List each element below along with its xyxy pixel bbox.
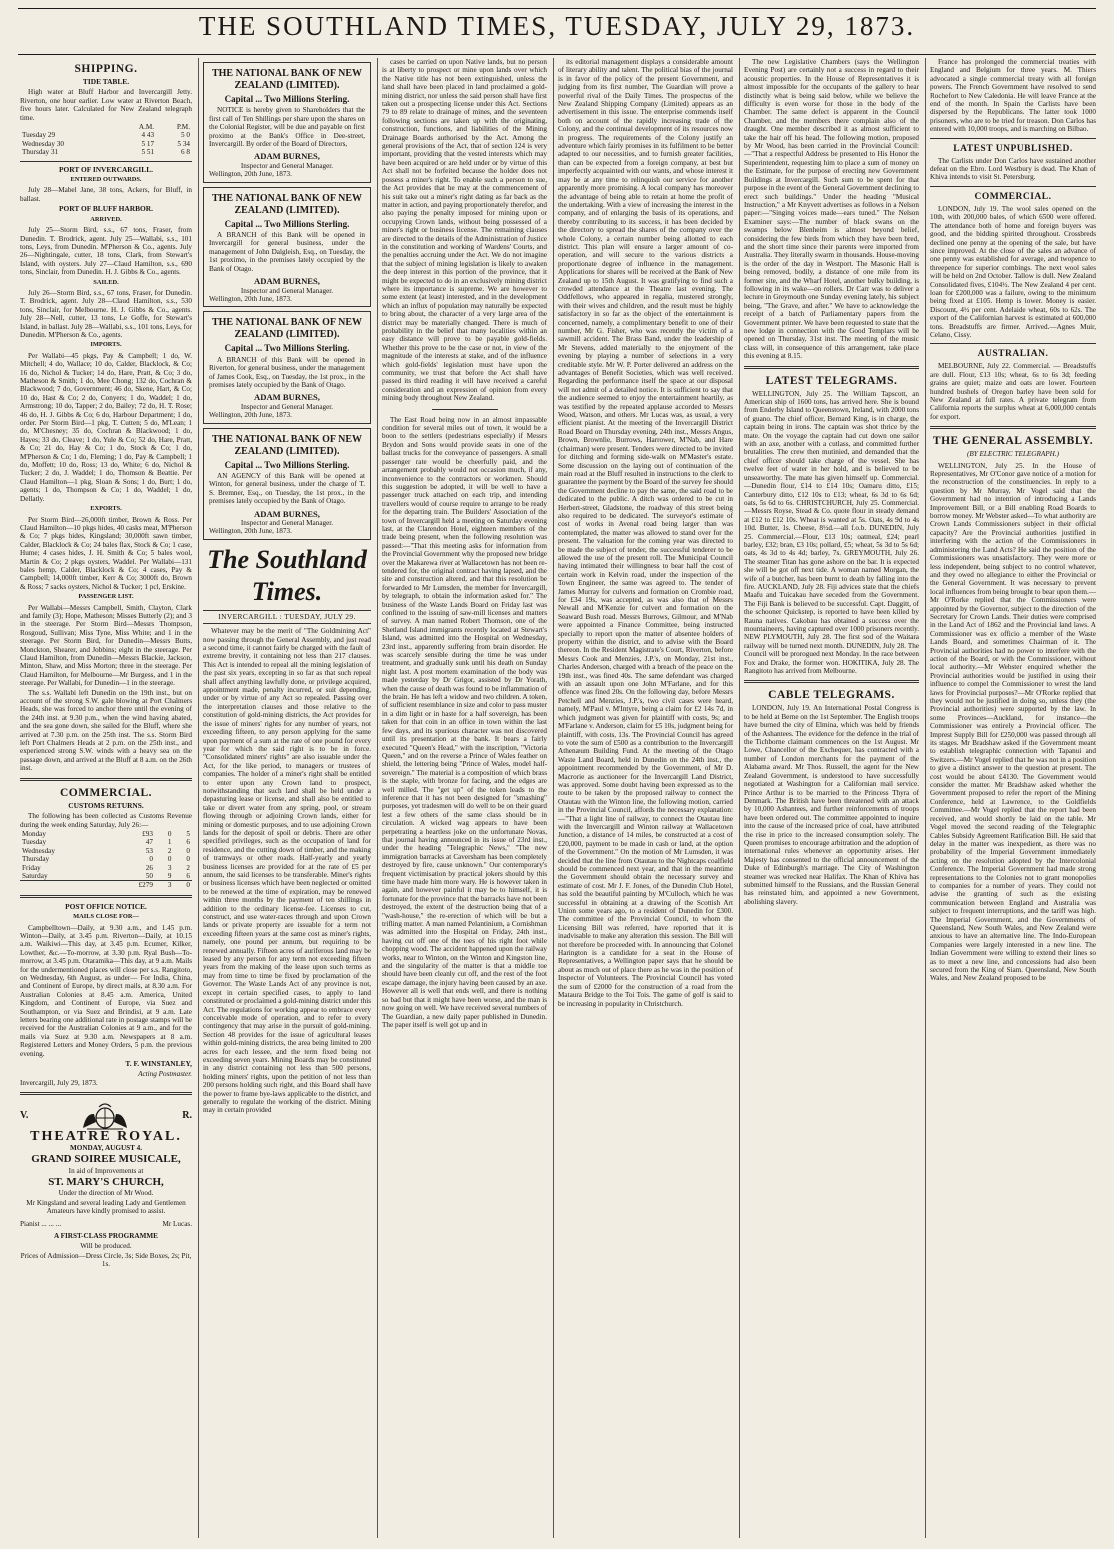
post-date: Invercargill, July 29, 1873. xyxy=(20,1078,98,1087)
column-editorial-cont xyxy=(382,58,547,1538)
table-cell: 0 xyxy=(186,881,190,890)
latest-unpublished-text: The Carlists under Don Carlos have sustained another defeat on the Ebro. Lord Westbury is dead. The Khan of Khiva intends to visit St. Petersburg. xyxy=(930,156,1096,182)
editorial-continued: cases be carried on upon Native lands, but no person is at liberty to prospect or mine upon lands over which the Native title has not been extinguished, unless the land shall have been placed in land proclaimed a gold-mining district, nor unless the said person shall have first taken out a prospecting license under this Act. Sections 79 to 89 relate to drainage of mines, and the seventeen following sections are taken up with the originating, construction, functions, and liabilities of the Mining Drainage Boards authorised by the Act. Among the general provisions of the Act, that of section 124 is very important, providing that the vested interests which may have been acquired or are held under or by virtue of this Act shall not be forfeited because the holder does not possess a miner's right. To enable such a person to sue, the Act provides that he may at the commencement of his suit take out a miner's right dating as far back as the matter in action, and paying proportionately therefor, and also paying the penalty imposed for mining upon or occupying Crown lands, without being possessed of a miner's right or business license. The remaining clauses are directed to the details of the Administration of Justice in the constitution and working of Wardens' Courts, and the penalties accruing under the Act. We do not imagine that the subject of mining legislation is likely to awaken the deep interest in this portion of the province, that it might be expected to do in an exclusively mining district where its importance is supreme. We are however to some extent (at least) interested, and in the development which an influx of population may naturally be expected to bring about, the character of a very large area of the district may be materially changed. There is much of probability in the belief that many localities within an easy distance will prove to be payable gold-fields. Whether this prove to be the case or not, in view of the magnitude of the interests at stake, and of the influence which gold-fields' legislation must have upon the community, we trust that before the Act shall have passed its third reading it will have received a careful consideration and an expression of opinion from every mining body throughout New Zealand. xyxy=(382,58,547,403)
table-cell: 0 xyxy=(149,855,153,864)
table-cell: 2 xyxy=(186,863,190,872)
column-divider xyxy=(739,58,740,1538)
notice-signature: ADAM BURNES, xyxy=(254,508,320,519)
table-row xyxy=(20,881,192,890)
column-local-news xyxy=(558,58,733,1538)
customs-intro: The following has been collected as Customs Revenue during the week ending Saturday, July 26:— xyxy=(20,812,192,829)
theatre-royal-arms xyxy=(20,1101,192,1131)
notice-signature-role: Inspector and General Manager. xyxy=(240,286,334,295)
table-cell: Thursday xyxy=(22,855,50,864)
cable-continued: France has prolonged the commercial treaties with England and Belgium for three years. M. Thiers advocated a single commercial treaty with all foreign powers. The French Government have resolved to send Rochefort to New Caledonia. He will leave France at the end of the month. In Spain the Carlists have been dispersed by the Republicans. The latter took 1000 prisoners, who are to be tried for treason. Don Carlos has entered with 10,000 troops, and is marching on Bilbao. xyxy=(930,58,1096,134)
theatre-aid-line: In aid of Improvements at xyxy=(68,1166,144,1175)
column-assembly xyxy=(930,58,1096,1538)
tide-intro: High water at Bluff Harbor and Invercargill Jetty. Riverton, one hour earlier. Low water at Riverton Beach, five hours later. Calculated for New Zealand telegraph time. xyxy=(20,88,192,122)
bank-notice xyxy=(203,62,371,183)
general-assembly-heading: THE GENERAL ASSEMBLY. xyxy=(932,435,1094,448)
notice-date: Wellington, 20th June, 1873. xyxy=(209,527,292,536)
electric-telegraph-subheading: (BY ELECTRIC TELEGRAPH.) xyxy=(966,450,1060,459)
post-office-heading: POST OFFICE NOTICE. xyxy=(65,901,147,911)
table-cell: 5 34 xyxy=(177,139,190,148)
divider xyxy=(744,366,919,369)
table-row xyxy=(20,838,192,846)
divider xyxy=(930,186,1096,187)
column-divider xyxy=(925,58,926,1538)
table-cell: Thursday 31 xyxy=(22,148,59,157)
latest-unpublished-heading: LATEST UNPUBLISHED. xyxy=(953,143,1073,154)
notice-signature-role: Inspector and General Manager. xyxy=(240,402,334,411)
table-row xyxy=(20,148,192,156)
table-row xyxy=(20,847,192,855)
tide-table xyxy=(20,123,192,157)
table-cell xyxy=(20,881,110,890)
table-cell: Tuesday 29 xyxy=(22,131,56,140)
notice-capital: Capital ... Two Millions Sterling. xyxy=(224,343,350,354)
column-telegrams xyxy=(744,58,919,1538)
table-cell: 6 xyxy=(186,838,190,847)
post-office-text: Campbelltown—Daily, at 9.30 a.m., and 1.45 p.m. Winton—Daily, at 3.45 p.m. Riverton—Daily, at 10.15 a.m. Waikiwi—This day, at 3.45 p.m. Ecumer, Kilker, Lowther, &c.—To-morrow, at 3.30 p.m. Ryal Bush—To-morrow, at 3.45 p.m. Otaramika—This day, at 9 a.m. Mails for the undermentioned places will close per s.s. Rangitoto, on Wednesday, 6th August, as under— For India, China, and Continent of Europe, by direct mails, at 8.30 a.m. For Australian Colonies at 8.45 a.m. America, United Kingdom, and Continent of Europe, via Suez and Southampton, or via Suez and Brindisi, at 9 a.m. Late letters bearing one additional rate in postage stamps will be received for the Australian Colonies at 9 a.m., and for the mails via Suez at 9.30 a.m. Newspapers at 8 a.m. Registered Letters and Money Orders, 5 p.m. the previous evening. xyxy=(20,923,192,1058)
theatre-royal-title: THEATRE ROYAL. xyxy=(30,1129,182,1145)
imports-text: Per Wallabi—45 pkgs, Pay & Campbell; 1 do, W. Mitchell; 4 do, Wallace; 10 do, Calder, Blacklock, & Co; 16 do, Nichol & Tucker; 14 do, Hare, Pratt, & Co; 3 do, Matheson & Smith; 1 do, Mee Chong; 132 do, Cochran & Blackwood; 7 do, Government; 46 do, Skene, Hart, & Co; 10 do, Hast & Co; 2 do, Conyers; 1 do, Waddel; 1 do, Armstrong; 10 do, Tapper; 2 do, Bailey; 72 do, H. T. Rose; 46 do, H. J. Gibbs & Co; 6 do, Harbour Department; 1 do, order. Per Storm Bird—1 pkg, T. Cutten; 5 do, M'Lean; 1 do, M'Chesney; 35 do, Cochran & Blackwood; 1 do, Hayes; 33 do, Cleave; 1 do, Yule & Co; 52 do, Hare, Pratt, & Co; 21 do, Hay & Co; 1 do, Stock & Co; 1 do, M'Pherson & Co; 1 do, Fleming; 1 do, Pay & Campbell; 1 do, Moffett; 10 do, Ross; 13 do, White; 6 do, Nichol & Tucker; 2 do, J. Waddel; 1 do, Thomson & Beattie. Per Claud Hamilton—1 pkg, Sloan & Sons; 1 do, Burt; 1 do, agents; 1 do, Thompson & Co; 1 do, Waddel; 1 do, Dellatly. xyxy=(20,351,192,503)
notice-title: THE NATIONAL BANK OF NEW ZEALAND (LIMITED). xyxy=(211,68,363,91)
latest-telegrams-text: WELLINGTON, July 25. The William Tapscott, an American ship of 1600 tons, has arrived here. She is bound from Enderby Island to Queenstown, Ireland, with 2000 tons of guano. The chief officer, Bernard King, is in charge, the captain being in irons. The captain was shot thrice by the mate. On the voyage the captain had cut down one sailor with an axe, another with a cutlass, and committed further brutalities. The crew then mutinied, and demanded that the chief officer should take charge of the vessel. She has twelve feet of water in her hold, and is believed to be unseaworthy. The mate has given himself up. Commercial.—Dunedin flour, £14 to £14 10s; Oamaru ditto, £15; Canterbury ditto, £12 10s to £13; wheat, 6s 3d to 6s 6d; oats, 5s 6d to 6s. CHRISTCHURCH, July 25. Commercial.—Messrs Royse, Stead & Co. quote flour in steady demand at £12 to £12 10s. Wheat is wanted at 5s. Oats, 4s 9d to 4s 10d. Butter, 1s. Cheese, 8½d.—all f.o.b. DUNEDIN, July 25. Commercial.—Flour, £13 10s; oatmeal, £24; pearl barley, £32; bran, £3 10s; pollard, £5; wheat, 5s 3d to 5s 6d; oats, 4s 3d to 4s 4d; barley, 7s. GREYMOUTH, July 26. The steamer Titan has gone ashore on the bar. It is expected she will be got off next tide. A woman named Morgan, the wife of a butcher, has been burnt to death by falling into the fire. AUCKLAND, July 28. Fiji advices state that the chiefs Maafu and Tuicakau have seceded from the Government. The Fiji Bank is believed to be successful. Capt. Daggitt, of the schooner Quickstep, is reported to have been killed by Rauna natives. Cakobau has obtained a success over the mountaineers, having captured over 1000 prisoners recently. NEW PLYMOUTH, July 28. The first sod of the Waitara railway will be turned next month. DUNEDIN, July 28. The Council will be prorogued next Monday. In the race between Fox and Drake, the former won. HOKITIKA, July 28. The Rangitoto has arrived from Melbourne. xyxy=(744,389,919,676)
commercial-text: LONDON, July 19. The wool sales opened on the 10th, with 200,000 bales, of which 6500 were offered. The attendance both of home and foreign buyers was good, and the bidding spirited throughout. Crossbreds declined one penny at the opening of the sale, but have since improved. At the close of the sales an advance of one penny was established for average, and twopence to threepence for superior combings. The next wool sales will be held on 2nd October. Tallow is dull. New Zealand Consolidated fives, £104½. The New Zealand 4 per cent. loan for £200,000 was a failure, owing to the minimum being fixed at £105. Hemp is lower. Money is easier. Discount, 4½ per cent. Adelaide wheat, 60s to 62s. The export of the Californian harvest is estimated at 600,000 tons. Breadstuffs are firmer. Arrived.—Agnes Muir, Celano, Cissy. xyxy=(930,204,1096,339)
table-cell: Friday xyxy=(22,863,41,872)
exports-text: Per Storm Bird—26,000ft timber, Brown & Ross. Per Claud Hamilton—10 pkgs hides, 40 casks meat, M'Pherson & Co; 7 pkgs hides, Kingsland; 30,000ft sawn timber, Calder, Blacklock & Co; 24 bales flax, Stock & Co; 1 case, Hume; 4 cases hides, J. H. Smith & Co; 5 bales wool, Martin & Co; 2 pkgs oysters, Waddel. Per Wallabi—131 bales hemp, Calder, Blacklock & Co; 4 cases, Pay & Campbell; 14,000ft timber, Kerr & Co; 3000ft do, Brown & Ross; 7 sacks oysters, Nichol & Tucker; 1 pcl, Erskine. xyxy=(20,515,192,591)
table-cell: Wednesday 30 xyxy=(22,139,64,148)
table-cell: 3 xyxy=(167,863,172,872)
australian-heading: AUSTRALIAN. xyxy=(977,349,1049,360)
table-cell: 0 xyxy=(167,829,172,838)
table-row xyxy=(20,131,192,139)
theatre-church: ST. MARY'S CHURCH, xyxy=(48,1175,164,1188)
notice-capital: Capital ... Two Millions Sterling. xyxy=(224,94,350,104)
masthead-title: THE SOUTHLAND TIMES, TUESDAY, JULY 29, 1873. xyxy=(198,11,916,41)
sailed-text: July 26—Storm Bird, s.s., 67 tons, Fraser, for Dunedin. T. Brodrick, agent. July 28—Claud Hamilton, s.s., 530 tons, Sinclair, for Melbourne. H. J. Gibbs & Co., agents. July 28—Nell, cutter, 13 tons, Le Goffe, for Stewart's Island, in ballast. July 28—Wallabi, s.s., 101 tons, Leys, for Dunedin. M'Pherson & Co., agents. xyxy=(20,288,192,339)
entered-outwards-heading: ENTERED OUTWARDS. xyxy=(70,176,142,184)
table-cell: £93 xyxy=(142,829,153,838)
sailed-heading: SAILED. xyxy=(93,278,119,286)
table-cell: 0 xyxy=(186,846,190,855)
table-cell: 1 xyxy=(167,838,172,847)
table-header-cell: A.M. xyxy=(138,123,155,132)
table-cell: 9 xyxy=(167,871,172,880)
cable-telegrams-heading: CABLE TELEGRAMS. xyxy=(768,689,895,702)
divider xyxy=(20,161,192,162)
pianist-line xyxy=(20,1220,192,1228)
customs-heading: CUSTOMS RETURNS. xyxy=(68,800,144,810)
notice-signature: ADAM BURNES, xyxy=(254,151,320,162)
column-shipping xyxy=(20,58,192,1538)
local-news-continued: its editorial management displays a considerable amount of literary ability and talent. The political bias of the journal is in favor of the policy of the present Government, and judging from its first number, The Guardian will prove a powerful rival of the Daily Times. The prospectus of the New Zealand Shipping Company (Limited) appears as an advertisement in this issue. The enterprise commends itself both on account of the rapidly increasing trade of the Colony, and the continual development of its resources now in progress. The requirements of the Colony justify an adventure which fairly promises in its fulfilment to be better adapted to our necessities, and to furnish greater facilities, than can be expected from a foreign company, at best but imperfectly acquainted with our wants, and whose interest it may be at any time to relinquish our service for another apparently more promising. A local company has moreover the advantage of being able to retain at home the profit of the undertaking. With a view of increasing the interest in the company, and of enlarging the basis of its operations, and thereby contributing to its success, it has been decided by the directory to spread the shares of the company over the whole Colony, a certain number being allotted to each district. This plan will ensure a larger amount of co-operation, and will secure to the various districts a proportionate degree of influence in the management. Applications for shares will be received at the Bank of New Zealand up to 15th August. It was gratifying to find such a crowded attendance at the Theatre last evening. The Oddfellows, who appeared in regalia, mustered strongly, with their wives and children, and the result must be highly satisfactory in so far as the object of the entertainment is concerned, namely, a complimentary benefit to one of their number, Mr G. Fisher, who was recently the victim of a sawmill accident. The Brass Band, under the leadership of Mr Stevens, added materially to the enjoyment of the evening by playing a number of selections in a very creditable style. Mr W. P. Porter delivered an address on the advantages of Benefit Societies, which was well received. Regarding the performance itself the space at our disposal will not admit of a detailed notice. It is sufficient to say that the audience seemed to enjoy the entertainment heartily, as was testified by the repeated applause accorded to Messrs Wood, Watson, and others. Mr Lucas was, as usual, a very efficient pianist. At the meeting of the Invercargill District Road Board on Thursday evening, 24th inst., Messrs Angus, Brown, Brownlie, Burrows, Harrower, M'Nab, and Hare (chairman) were present. Tenders were directed to be invited for ditching and forming side-walk on M'Master's estate. Some discussion on the laying out of continuation of the main road at the Bluff resulted in instructions to the clerk to guarantee the payment by the Board of the survey fee should the Government decline to pay the same, the said road to be dedicated to the public. A ditch was ordered to be cut in Herbert-street, Gladstone, the roadway of this street being also required to be dedicated. The surveyor's estimate of cost of works in Avenal road being larger than was contemplated, the matter was allowed to stand over for the present. The valuation for the coming year was directed to be made the subject of tender, the successful tenderer to be allowed the use of the present roll. The Municipal Council having intimated their willingness to bear half the cost of certain work in Kelvin road, under the inspection of the Town Engineer, the same was agreed to. The tender of James Murray for culverts and formation on Crombie road, for £34 19s, was accepted, as was also that of Messrs Newall and M'Kenzie for culvert and formation on the Seaward Bush road. Messrs Burrows, Gilmour, and M'Nab were appointed a Finance Committee, being instructed specially to report upon the matter of absentee holders of property within the district, and to advise with the Board thereon. In the Resident Magistrate's Court, Riverton, before Messrs Cook and Menzies, J.P.'s, on Monday, 21st inst., Charles Anderson, charged with a breach of the peace on the 19th inst., was fined 40s. The same defendant was charged with an assault upon one John M'Farlane, and for this offence was fined 20s. On the following day, before Messrs Petchell and Menzies, J.P.'s, two civil cases were heard, namely, M'Paul v. M'Intyre, being a claim for £2 14s 7d, in which judgment was given for plaintiff with costs, 9s; and M'Farlane v. Anderson, claim for £5 10s, judgment being for plaintiff, with costs, 13s. The Provincial Council has agreed to vote the sum of £500 as a contribution to the Invercargill Athenæum Building Fund. At the meeting of the Otago Waste Land Board, held in Dunedin on the 24th inst., the appointment recommended by the Government, of Mr D. Macrorie as auctioneer for the Invercargill Land District, was approved. Some doubt having been expressed as to the route to be taken by the proposed railway to connect the Otautau with the Winton line, the following motion, carried in the Provincial Council, affords the necessary explanation:—"That a light line of railway, to connect the Otautau line with the Invercargill and Winton railway at Wallacetown Junction, a distance of 14 miles, be constructed at a cost of £20,000, payment to be made in cash or land, at the option of the Government." On the motion of Mr Lumsden, it was decided that the line from Otautau to the Nightcaps coalfield should be commenced next year, and that in the meantime the Government should obtain the necessary survey and estimate of cost. Mr J. F. Jones, of the Dunedin Club Hotel, has sold the beautiful painting by M'Culloch, which he was successful in obtaining at a drawing of the Scottish Art Union some years ago, to a resident of Dunedin for £300. The committee of the Provincial Council, to whom the Licensing Bill was referred, have reported that it is inadvisable to make any alteration this session. The Bill will not therefore be proceeded with. In announcing that Colonel Harington is a candidate for a seat in the House of Representatives, a Wellington paper says that he should be about as much out of place there as he was in the position of Inspector of Volunteers. The Provincial Council has voted the sum of £2000 for the construction of a road from the Mataura Bridge to the Toi Tois. The game of golf is said to be increasing in popularity in Christchurch. xyxy=(558,58,733,1008)
table-row xyxy=(20,872,192,881)
royal-coat-of-arms-icon xyxy=(77,1101,133,1131)
table-cell: 6 8 xyxy=(181,148,190,157)
imports-heading: IMPORTS. xyxy=(90,341,122,349)
divider xyxy=(432,409,498,410)
table-cell: 5 xyxy=(186,829,190,838)
commercial-heading: COMMERCIAL. xyxy=(59,786,153,799)
admission-prices: Prices of Admission—Dress Circle, 3s; Side Boxes, 2s; Pit, 1s. xyxy=(20,1251,192,1269)
notice-signature: ADAM BURNES, xyxy=(254,392,320,403)
pianist-label: Pianist ... ... ... xyxy=(20,1219,62,1228)
post-signature-role: Acting Postmaster. xyxy=(138,1070,192,1079)
notice-capital: Capital ... Two Millions Sterling. xyxy=(224,218,350,229)
table-row xyxy=(20,864,192,872)
mails-close-heading: MAILS CLOSE FOR— xyxy=(73,913,139,921)
editorial-text: Whatever may be the merit of "The Goldmining Act" now passing through the General Assembly, and just read a second time, it cannot fairly be charged with the fault of extreme brevity, it containing not less than 217 clauses. This Act is intended to repeal all the mining legislation of the past six years, excepting in so far as that such repeal shall affect anything lawfully done, or privilege acquired, appointment made, penalty incurred, or suit depending, under or by virtue of any Act so repealed. Passing over the interpretation clauses and those relative to the constitution of gold-mining districts, the Act provides for the issue of miners' rights for any number of years, not exceeding fifteen, to any person applying for the same upon payment of a sum at the rate of one pound for every year for which the said right is to be in force. "Consolidated miners' rights" are also issuable under the Act, for the like period, to managers or trustees of companies. The holder of a miner's right shall be entitled to enter upon any Crown land to prospect, notwithstanding that such land shall be held under a depasturing lease or license, and shall also be entitled to take or divert water from any spring, pool, or stream flowing through or adjoining Crown lands, either for mining or domestic purposes, and to use adjoining Crown lands for the deposit of spoil or debris. There are other specified privileges, such as the occupation of land for residence, and the cutting down of timber, and the making of tramways or other roads. Half-yearly and yearly business licenses are provided for at the rate of £5 per annum, the said licenses to be transferable. Miner's rights or business licenses which have been neglected or omitted to be renewed at the time of expiration, may be renewed within three months by the payment of ten shillings in addition to the ordinary license-fee. Licenses to cut, construct, and use water-races through and upon Crown lands or private property are issuable for a term not exceeding fifteen years at the same cost as miner's rights, namely, one pound per annum, but requiring to be renewed annually. Fifteen acres of auriferous land may be leased by any person for any term not exceeding fifteen years from the making of the lease upon such terms as may from time to time be fixed by proclamation of the Governor. The Waste Lands Act of any province is not, except in certain specified cases, to apply to land constituted or proclaimed a gold-mining district under this Act. The regulations for working appear to embrace every conceivable mode of operation, and to refer to every contingency that may arise in the pursuit of gold-mining. Section 48 provides for the issue of agricultural leases within gold-mining districts, the area being limited to 200 acres for each lessee, and the term fixed being not exceeding seven years. Mining Boards may be constituted in any district containing not less than 500 persons, holding miners' rights, upon the petition of not less than 200 persons holding such right, and this Board shall have the power to frame bye-laws applicable to the district, and generally to regulate the working of the district. Mining may in certain provided xyxy=(203,627,371,1115)
notice-title: THE NATIONAL BANK OF NEW ZEALAND (LIMITED). xyxy=(211,317,363,341)
bank-notice xyxy=(203,311,371,423)
notice-body: A BRANCH of this Bank will be opened in Invercargill for general business, under the management of John Dalgleish, Esq., on Tuesday, the 1st proximo, in the premises lately occupied by the Bank of Otago. xyxy=(209,231,365,273)
table-cell: 2 xyxy=(167,846,172,855)
table-cell: 4 43 xyxy=(141,131,155,140)
general-assembly-text: WELLINGTON, July 25. In the House of Representatives, Mr O'Conor gave notice of a motion for the reconstruction of the constituencies. In reply to a question by Mr Murray, Mr Vogel said that the Government had no intention of introducing a Lands Improvement Bill, or a Bill enabling Road Boards to borrow money. Mr Webster asked—To what authority are Crown Lands Commissioners subject in their official capacity? Are the Provincial authorities justified in interfering with the action of the Commissioners in administering the Land Acts? He said the position of the Commissioners was unsatisfactory. They were more or less independent, being subject to no control whatever, and they owed no allegiance to either the Provincial or the General Government. It was necessary to prevent local influences from being brought to bear upon them.—Mr O'Rorke replied that the Commissioners were appointed by the Governor, subject to the direction of the Secretary for Crown Lands. Their duties were comprised in the Land Act of 1862 and the Provincial land laws. A Commissioner was ex officio a member of the Waste Lands Board, and sometimes Chairman of it. The Provincial authorities had no power to interfere with the action of the Board, or with the Commissioner, without local authority.—Mr Webster enquired whether the Provincial authorities would be justified in using their influence to compel the Commissioner to wrest the land laws for Provincial purposes?—Mr O'Rorke replied that they would not be justified in doing so, unless they (the Provincial authorities) were supported by the law. In some Provinces—Auckland, for instance—the Commissioner was entirely a Provincial officer. The Imprest Supply Bill for £250,000 was passed through all its stages. Mr Bradshaw asked if the Government meant to establish telegraphic connection with Tapanui and Switzers.—Mr Vogel replied that he was not in a position to give a distinct answer to the question at present. The cost would be about £4130. The Government would consider the matter. Mr Bradshaw asked whether the Government proposed to refer the report of the Mining Conference, held at Lawrence, to the Goldfields Committee.—Mr Vogel replied that the report had been received, and would shortly be laid on the table. Mr Vogel moved the second reading of the Telegraphic Cables Subsidy Agreement Ratification Bill. He said that delay in the matter was inexpedient, as there was no probability of the Imperial Government immediately acting on the resolution adopted by the Intercolonial Conference. The Imperial Government had made strong representations to the Colonies not to grant monopolies to companies for a number of years. They could not advise the granting of such as the existing communication between England and Australia was subject to frequent interruptions, and the tariff was high. The Imperial Government, and the Governments of Queensland, New South Wales, and New Zealand were anxious to have an alternative line. The Indo-European Companies were largely interested in a new line. The Indian Government were willing to extend their lines so as to meet a new line, and concessions had also been secured from the King of Siam. Queensland, New South Wales, and New Zealand proposed to be xyxy=(930,461,1096,983)
pianist-name: Mr Lucas. xyxy=(162,1219,192,1228)
divider xyxy=(744,680,919,683)
column-divider xyxy=(198,58,199,1538)
column-divider xyxy=(377,58,378,1538)
programme-sub: Will be produced. xyxy=(80,1242,132,1251)
table-cell: Saturday xyxy=(22,871,48,880)
news-paragraphs: The new Legislative Chambers (says the Wellington Evening Post) are certainly not a success in regard to their acoustic properties. In the House of Representatives it is almost impossible for the occupants of the gallery to hear distinctly what is being said below, while we believe the difficulty is even worse for those in the body of the Chamber. The same defect is apparent in the Council Chamber, and the members there complain also of the draught. One member described it as almost sufficient to take the hair off his head. The following motion, proposed by Mr Wood, has been carried in the Provincial Council:—"That a respectful Address be presented to His Honor the Superintendent, requesting him to place a sum of money on the Estimate, for the purpose of erecting new Government Buildings at Invercargill. Such sum to be spent for that purpose in the event of the General Government declining to erect such buildings." Under the heading "Musical Instruction," a Mr Knyvett advertises as follows in a Nelson paper:—"Singing voices made—ears tuned." The Nelson Examiner says:—The number of black swans on the swamps below Blenheim is almost beyond belief, considering the few birds from which they have been bred, and the short time since their parents were imported from Australia. They literally swarm in thousands. House-moving is the order of the day in Westport. The Masonic Hall is being removed, bodily, a distance of one mile from its former site, and the Wharf Hotel, another bulky building, is following in its wake—on rollers. Dr Carr was to deliver a lecture in Greymouth one Sunday evening lately, his subject being, "The Grave, and after." We have to acknowledge the receipt of a batch of Parliamentary papers from the Government printer. We have been requested to state that the new lodge in connection with the Good Templars will be opened on Thursday, 31st inst. The meeting of the music class will, in consequence of this arrangement, take place this evening at 8.15. xyxy=(744,58,919,361)
table-cell: Wednesday xyxy=(22,846,55,855)
shipping-heading: SHIPPING. xyxy=(74,63,138,75)
notice-body: AN AGENCY of this Bank will be opened at Winton, for general business, under the charge of T. S. Bremner, Esq., on Tuesday, the 1st prox., in the premises lately occupied by the Bank of Otago. xyxy=(209,471,365,506)
notice-signature-role: Inspector and General Manager. xyxy=(240,161,334,170)
programme-line: A FIRST-CLASS PROGRAMME xyxy=(54,1231,158,1240)
notice-signature: ADAM BURNES, xyxy=(254,276,320,287)
column-divider xyxy=(553,58,554,1538)
divider xyxy=(20,1092,192,1095)
table-cell: Monday xyxy=(22,829,46,838)
bank-notice xyxy=(203,428,371,540)
table-row xyxy=(20,855,192,863)
notice-date: Wellington, 20th June, 1873. xyxy=(209,170,292,179)
local-news: The East Road being now in an almost impassable condition for several miles out of town, it would be a boon to the settlers (pedestrians especially) if Messrs Brydon and Sons would provide seats in one of the ballast trucks for the conveyance of passengers. A small passenger rate would be cheerfully paid, and the arrangement probably would not occasion much, if any, inconvenience to the contractors or workmen. Should this suggestion be adopted, it will be well to have a passenger truck attached on each trip, and intending travellers would of course require to arrange to be ready for the departing train. The Builders' Association of the town of Invercargill held a meeting on Saturday evening last, at the Clarendon Hotel, eighteen members of the trade being present, when the following resolution was passed:—"That this meeting asks for information from the Provincial Government why the proposed new bridge over the Makarewa river at Wallacetown has not been re-tendered for, the original contract having lapsed, and the site and construction altered, and that this resolution be forwarded to Mr Lumsden, the member for Invercargill, by telegraph, to obtain the information asked for." The business of the Waste Lands Board on Friday last was confined to the issuing of saw-mill licenses and matters of survey. A man named Robert Thomson, one of the Shetland Island immigrants recently located at Stewart's Island, was admitted into the Hospital on Wednesday, 23rd inst., apparently suffering from brain disorder. He was scarcely sensible during the time he was under treatment, and gradually sunk until his death on Sunday night last. A post mortem examination of the body was made yesterday by Dr Grigor, assisted by Dr Yorath, when the cause of death was found to be inflammation of the brain. He has left a widow and two children. A token, of sufficient resemblance in size and color to pass muster in a dim light or in haste for a half sovereign, has been taken for that coin in an office in town within the last few days, and its spurious character was not discovered until its presentation at the bank. It bears a fairly executed "Queen's Head," with the inscription, "Victoria Queen," and on the reverse a Prince of Wales feather on shield, the lettering being "Prince of Wales, model half-sovereign." The material is a composition of which brass is the staple, with bronze for facing, and the edges are well milled. The "get up" of the token leads to the inference that it has not been designed for "smashing" purposes, yet tradesmen will do well to be on their guard lest a few others of the same class should be in circulation. A wicked wag appears to have been perpetrating a heartless joke on the unfortunate Novas, that journal having announced in its issue of 23rd inst., under the heading "Telegraphic News," "The new immigration barracks at Caversham has been completely destroyed by fire, cause unknown." Our contemporary's frequent victimisation by practical jokers should by this time have made him more wary. He is however taken in again, and however painful it may be to himself, it is fortunate for the province that the barracks have not been destroyed, the extent of the destruction being that of a "wash-house," the re-erection of which will be but a trifling matter. A man named Pelantinium, a Cornishman was admitted into the Hospital on Friday, 24th inst., having cut off one of the toes of his right foot while chopping wood. The accident happened upon the railway works, near to Winton, on the Winton and Kingston line, and the singularity of the matter is that a middle toe should have been cleanly cut off, and the rest of the foot escape damage, the injury having been caused by an axe. However all is well that ends well, and there is nothing so bad but that it might have been worse, and the man is now going on well. We have received several numbers of The Guardian, a new daily paper published in Dunedin. The paper itself is well got up and in xyxy=(382,415,547,1029)
commercial-heading: COMMERCIAL. xyxy=(974,191,1052,202)
bank-notice xyxy=(203,187,371,308)
table-cell: 5 0 xyxy=(181,131,190,140)
newspaper-nameplate: The Southland Times. xyxy=(207,544,367,606)
divider xyxy=(20,778,192,781)
notice-title: THE NATIONAL BANK OF NEW ZEALAND (LIMITED). xyxy=(211,433,363,457)
notice-signature-role: Inspector and General Manager. xyxy=(240,519,334,527)
passenger-list-heading: PASSENGER LIST. xyxy=(78,593,134,601)
theatre-v-letter: V. xyxy=(20,1110,29,1122)
table-row xyxy=(20,140,192,148)
notice-date: Wellington, 20th June, 1873. xyxy=(209,294,292,303)
table-cell: 6 xyxy=(186,871,190,880)
table-cell: 47 xyxy=(145,838,153,847)
passage-text: The s.s. Wallabi left Dunedin on the 19th inst., but on account of the strong S.W. gale blowing at Port Chalmers Heads, she was forced to anchor there until the evening of the 24th inst. at 9.30 p.m., when the wind having abated, and the sea gone down, she sailed for the Bluff, where she arrived at 7.30 p.m. on the 25th inst. The s.s. Storm Bird left Port Chalmers Heads at 2 p.m. on the 25th inst., and experienced strong S.W. winds with a heavy sea on the passage down, and arrived at the Bluff at 8 a.m. on the 26th inst. xyxy=(20,688,192,773)
passenger-text: Per Wallabi—Messrs Campbell, Smith, Clayton, Clark and family (3); Hope, Matheson; Misses Butterly (2); and 3 in the steerage. Per Storm Bird—Messrs Thompson, Rosgoud, Sullivan; Miss Tyne, Miss White; and 1 in the steerage. Per Storm Bird, for Dunedin—Messrs Butts, Monckton, Shearer, and Jobbins; eight in the steerage. Per Claud Hamilton, from Dunedin—Messrs Blackie, Jackson, Minton, Shaw, and Miss Morton; three in the steerage. Per Claud Hamilton, for Melbourne—Mr Burgess, and 1 in the steerage. Per Wallabi, for Dunedin—1 in the steerage. xyxy=(20,603,192,688)
arrived-heading: ARRIVED. xyxy=(90,215,122,223)
notice-title: THE NATIONAL BANK OF NEW ZEALAND (LIMITED). xyxy=(211,192,363,216)
column-bank-notices xyxy=(203,58,371,1538)
table-cell xyxy=(20,123,116,131)
table-cell: Tuesday xyxy=(22,838,47,847)
customs-table xyxy=(20,830,192,890)
post-signature: T. F. WINSTANLEY, xyxy=(125,1059,192,1069)
table-cell: 26 xyxy=(145,863,153,872)
arrived-text: July 25—Storm Bird, s.s., 67 tons, Fraser, from Dunedin. T. Brodrick, agent. July 25—Wallabi, s.s., 101 tons, Leys, from Dunedin. M'Pherson & Co., agents. July 26—Nightingale, cutter, 18 tons, Clark, from Stewart's Island, with oysters. July 27—Claud Hamilton, s.s., 690 tons, Sinclair, from Dunedin. H. J. Gibbs & Co., agents. xyxy=(20,226,192,277)
latest-telegrams-heading: LATEST TELEGRAMS. xyxy=(765,374,898,387)
table-cell: 5 17 xyxy=(141,139,155,148)
table-row xyxy=(20,830,192,838)
table-cell: 5 51 xyxy=(141,148,155,157)
table-cell: 50 xyxy=(145,871,153,880)
entered-text: July 28—Mabel Jane, 38 tons, Ackers, for Bluff, in ballast. xyxy=(20,186,192,203)
theatre-r-letter: R. xyxy=(182,1110,192,1122)
theatre-event-title: GRAND SOIREE MUSICALE, xyxy=(31,1153,181,1166)
divider xyxy=(930,343,1096,344)
theatre-amateurs: Mr Kingsland and several leading Lady and Gentlemen Amateurs have kindly promised to assist. xyxy=(26,1198,186,1216)
australian-text: MELBOURNE, July 22. Commercial. — Breadstuffs are dull. Flour, £13 10s; wheat, 6s to 6s 3d; feeding grains are quiet; maize and oats are lower. Fourteen hundred bushels of Oregon barley have been sold for New Zealand at full rates. A private telegram from California reports the surplus wheat at 6,000,000 centals for export. xyxy=(930,362,1096,421)
divider xyxy=(20,895,192,898)
notice-date: Wellington, 20th June, 1873. xyxy=(209,411,292,420)
divider xyxy=(930,138,1096,139)
table-row xyxy=(20,123,192,131)
port-bluff-heading: PORT OF BLUFF HARBOR. xyxy=(59,204,153,214)
masthead-bottom-rule xyxy=(18,54,1096,55)
notice-body: NOTICE is hereby given to Shareholders that the first call of Ten Shillings per share upon the shares on the Colonial Register, will be due and payable on first proximo at the Bank's Office in Dee-street, Invercargill. By order of the Board of Directors, xyxy=(209,106,365,149)
divider xyxy=(930,426,1096,429)
notice-body: A BRANCH of this Bank will be opened in Riverton, for general business, under the management of James Cook, Esq., on Tuesday, the 1st prox., in the premises lately occupied by the Bank of Otago. xyxy=(209,355,365,389)
editorial-dateline: INVERCARGILL : TUESDAY, JULY 29. xyxy=(203,610,371,624)
port-invercargill-heading: PORT OF INVERCARGILL. xyxy=(59,164,153,174)
table-cell: 0 xyxy=(167,855,172,864)
notice-capital: Capital ... Two Millions Sterling. xyxy=(224,459,350,470)
table-cell: 3 xyxy=(167,881,172,890)
theatre-direction: Under the direction of Mr Wood. xyxy=(58,1189,154,1198)
table-cell: 0 xyxy=(186,855,190,864)
tide-table-heading: TIDE TABLE. xyxy=(82,77,130,86)
table-cell: £279 xyxy=(138,881,153,890)
exports-heading: EXPORTS. xyxy=(90,505,122,513)
table-cell: 53 xyxy=(145,846,153,855)
cable-telegrams-text: LONDON, July 19. An International Postal Congress is to be held at Berne on the 1st September. The English troops have burned the city of Elmina, which was held by friends of the Ashantees. The evidence for the defence in the trial of the Tichborne claimant commences on the 1st August. Mr Lowe, Chancellor of the Exchequer, has contracted with a number of London merchants for the payment of the Alabama award. Mr Thos. Russell, the agent for the New Zealand Government, is understood to have successfully negotiated at Washington for a Californian mail service. Prince Arthur is to be married to the Princess Thyra of Denmark. The British have been threatened with an attack by 10,000 Ashantees, and further reinforcements of troops have been ordered out. The committee appointed to inquire into the cause of the increased price of coal, have attributed the rise in price to the increased consumption solely. The Queen promises to encourage arbitration and the adoption of international rules whenever an opportunity arises. Her Majesty has consented to the official announcement of the Duke of Edinburgh's marriage. The City of Washington steamer was wrecked near Halifax. The Khan of Khiva has submitted himself to the Russians, and the Russian General has reinstated him, and appointed a new Government, abolishing slavery. xyxy=(744,704,919,906)
table-header-cell: P.M. xyxy=(176,123,190,132)
theatre-date: MONDAY, AUGUST 4. xyxy=(69,1143,143,1152)
